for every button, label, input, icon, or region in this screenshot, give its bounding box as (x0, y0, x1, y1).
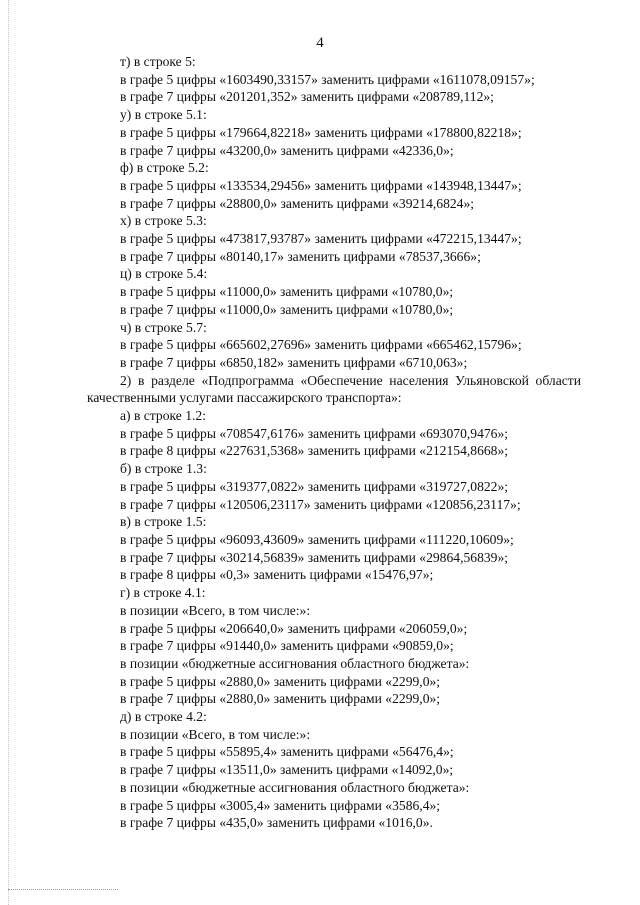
paragraph-line: в позиции «бюджетные ассигнования областного бюджета»: (120, 655, 470, 671)
paragraph-line: а) в строке 1.2: (120, 408, 206, 424)
paragraph-line: в графе 7 цифры «91440,0» заменить цифрами «90859,0»; (120, 638, 454, 654)
scan-margin-line (8, 0, 9, 905)
paragraph-line: д) в строке 4.2: (120, 709, 207, 725)
paragraph-line: ц) в строке 5.4: (120, 266, 208, 282)
paragraph-line: в графе 5 цифры «179664,82218» заменить цифрами «178800,82218»; (120, 124, 522, 140)
page-number: 4 (316, 35, 324, 51)
paragraph-line: в) в строке 1.5: (120, 514, 207, 530)
paragraph-line: в графе 5 цифры «319377,0822» заменить цифрами «319727,0822»; (120, 478, 509, 494)
paragraph-line: в графе 5 цифры «3005,4» заменить цифрами «3586,4»; (120, 797, 441, 813)
paragraph-line: г) в строке 4.1: (120, 585, 206, 601)
paragraph-line: в графе 5 цифры «55895,4» заменить цифрами «56476,4»; (120, 744, 454, 760)
paragraph-line: в графе 7 цифры «11000,0» заменить цифрами «10780,0»; (120, 301, 454, 317)
paragraph-line: в графе 7 цифры «2880,0» заменить цифрами «2299,0»; (120, 691, 441, 707)
paragraph-line: ч) в строке 5.7: (120, 319, 207, 335)
scan-footer-marks (8, 889, 118, 891)
paragraph-line: в графе 8 цифры «227631,5368» заменить цифрами «212154,8668»; (120, 443, 509, 459)
paragraph-line: ф) в строке 5.2: (120, 160, 209, 176)
paragraph-line: в графе 8 цифры «0,3» заменить цифрами «15476,97»; (120, 567, 434, 583)
paragraph-line: в графе 7 цифры «201201,352» заменить цифрами «208789,112»; (120, 89, 494, 105)
paragraph-line: в графе 5 цифры «11000,0» заменить цифрами «10780,0»; (120, 284, 454, 300)
paragraph-line: т) в строке 5: (120, 54, 196, 69)
paragraph-line: в графе 7 цифры «30214,56839» заменить цифрами «29864,56839»; (120, 549, 509, 565)
paragraph-line: в графе 7 цифры «13511,0» заменить цифрами «14092,0»; (120, 762, 454, 778)
paragraph-line: в графе 5 цифры «708547,6176» заменить цифрами «693070,9476»; (120, 425, 509, 441)
paragraph-line: в графе 5 цифры «665602,27696» заменить цифрами «665462,15796»; (120, 337, 522, 353)
paragraph-line: в графе 5 цифры «96093,43609» заменить цифрами «111220,10609»; (120, 531, 514, 547)
amendment-text (87, 53, 581, 832)
paragraph-line: х) в строке 5.3: (120, 213, 207, 229)
paragraph-line: в графе 7 цифры «435,0» заменить цифрами «1016,0». (120, 815, 433, 831)
paragraph-line: у) в строке 5.1: (120, 107, 207, 123)
section-paragraph: 2) в разделе «Подпрограмма «Обеспечение населения Ульяновской области качественными услугами пассажирского транспорта»: (87, 372, 581, 406)
paragraph-line: в графе 5 цифры «1603490,33157» заменить цифрами «1611078,09157»; (120, 71, 535, 87)
paragraph-line: в графе 5 цифры «2880,0» заменить цифрами «2299,0»; (120, 673, 441, 689)
paragraph-line: в позиции «Всего, в том числе:»: (120, 726, 311, 742)
paragraph-line: в графе 7 цифры «43200,0» заменить цифрами «42336,0»; (120, 142, 454, 158)
paragraph-line: в позиции «бюджетные ассигнования областного бюджета»: (120, 779, 470, 795)
paragraph-line: в графе 7 цифры «6850,182» заменить цифрами «6710,063»; (120, 354, 468, 370)
paragraph-line: в графе 7 цифры «120506,23117» заменить цифрами «120856,23117»; (120, 496, 521, 512)
paragraph-line: в графе 5 цифры «473817,93787» заменить цифрами «472215,13447»; (120, 231, 522, 247)
paragraph-line: в графе 7 цифры «80140,17» заменить цифрами «78537,3666»; (120, 248, 481, 264)
paragraph-line: в графе 5 цифры «133534,29456» заменить цифрами «143948,13447»; (120, 177, 522, 193)
paragraph-line: в графе 5 цифры «206640,0» заменить цифрами «206059,0»; (120, 620, 468, 636)
paragraph-line: в позиции «Всего, в том числе:»: (120, 602, 311, 618)
paragraph-line: в графе 7 цифры «28800,0» заменить цифрами «39214,6824»; (120, 195, 475, 211)
paragraph-line: б) в строке 1.3: (120, 461, 207, 477)
